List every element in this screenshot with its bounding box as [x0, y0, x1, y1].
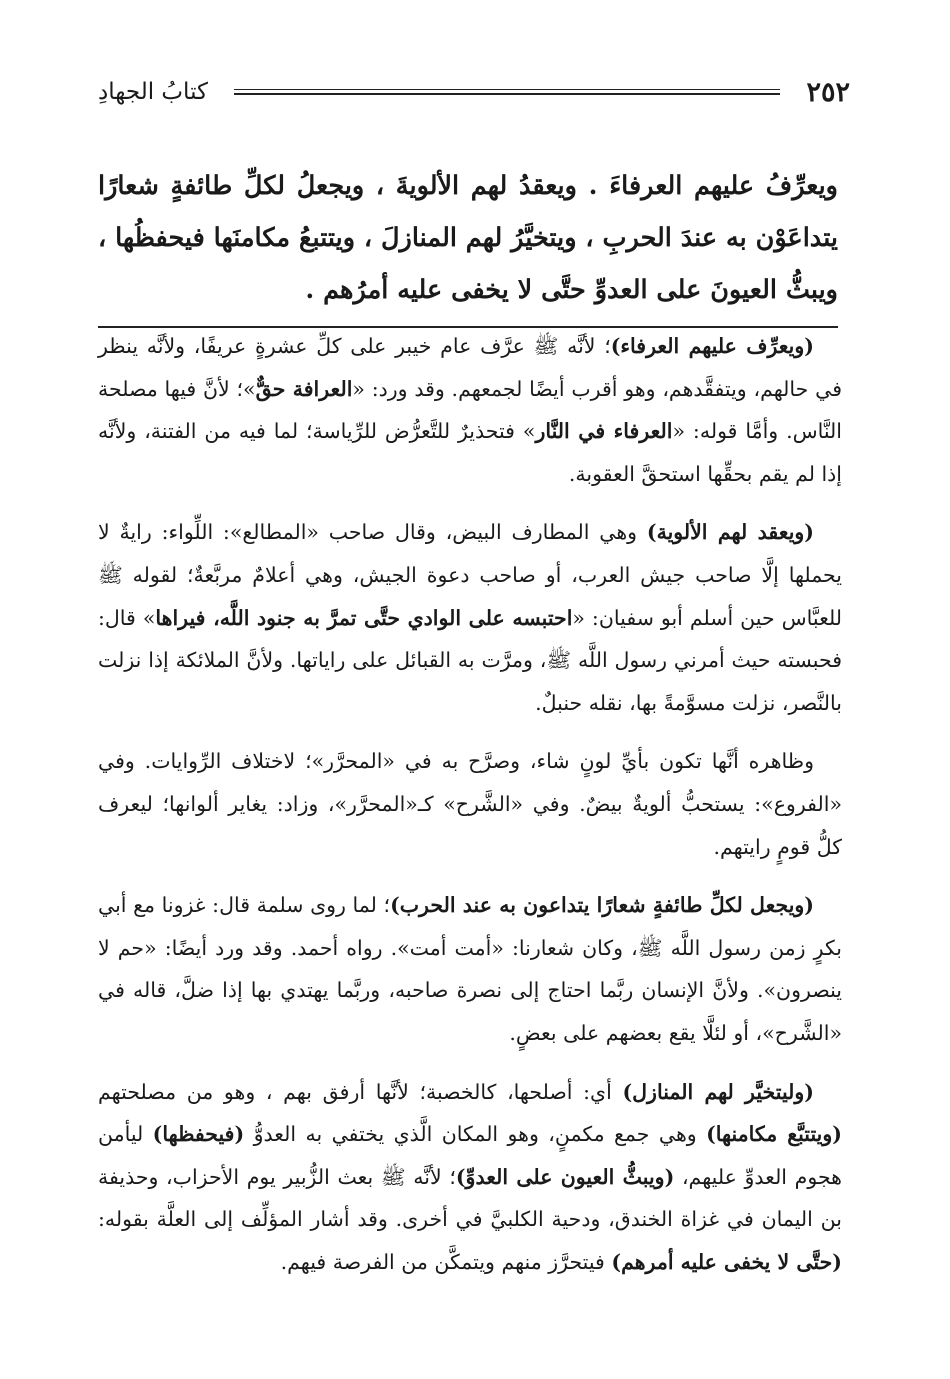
page-number: ٢٥٢ [806, 76, 850, 108]
commentary-text: » فتحذيرٌ للتَّعرُّض للرِّياسة؛ لما فيه من الفتنة، ولأنَّه إذا لم يقم بحقِّها استحقَّ العقوبة. [98, 419, 842, 486]
quoted-phrase: (ويعرِّف عليهم العرفاء) [610, 334, 814, 358]
header-rule [234, 89, 781, 95]
commentary-paragraph [98, 740, 842, 868]
commentary-paragraph [98, 511, 842, 724]
commentary-text: » قال: فحبسته حيث أمرني رسول اللَّه ﷺ، ومرَّت به القبائل على راياتها. ولأنَّ الملائكة إذا نزلت بالنَّصر، نزلت مسوَّمةً بها، نقله حنبلٌ. [98, 605, 842, 715]
commentary-paragraph [98, 884, 842, 1054]
quoted-phrase: العرفاء في النَّار [535, 419, 673, 444]
page-header [98, 72, 850, 112]
quoted-phrase: (ويعقد لهم الألوية) [646, 520, 814, 545]
commentary [98, 325, 842, 1299]
commentary-paragraph [98, 325, 842, 495]
commentary-text: وظاهره أنَّها تكون بأيِّ لونٍ شاء، وصرَّح به في «المحرَّر»؛ لاختلاف الرِّوايات. وفي «الفروع»: يستحبُّ ألويةٌ بيضٌ. وفي «الشَّرح» كـ«المحرَّر»، وزاد: يغاير ألوانها؛ ليعرف كلُّ قومٍ رايتهم. [98, 749, 842, 859]
quoted-phrase: (ويتتبَّع مكامنها) [706, 1122, 842, 1147]
quoted-phrase: (ويبثُّ العيون على العدوِّ) [455, 1164, 675, 1189]
commentary-text: ؛ لأنَّه ﷺ بعث الزُّبير يوم الأحزاب، وحذيفة بن اليمان في غزاة الخندق، ودحية الكلبيَّ في أخرى. وقد أشار المؤلِّف إلى العلَّة بقوله: [98, 1164, 842, 1232]
commentary-paragraph [98, 1071, 842, 1284]
commentary-text: فيتحرَّز منهم ويتمكَّن من الفرصة فيهم. [280, 1249, 612, 1274]
quoted-phrase: (فيحفظها) [152, 1122, 245, 1147]
main-text: ويعرِّفُ عليهم العرفاءَ . ويعقدُ لهم الألويةَ ، ويجعلُ لكلِّ طائفةٍ شعارًا يتداعَوْن به عندَ الحربِ ، ويتخيَّرُ لهم المنازلَ ، ويتتبعُ مكامنَها فيحفظُها ، ويبثُّ العيونَ على العدوِّ حتَّى لا يخفى عليه أمرُهم . [98, 160, 838, 328]
commentary-text: وهي المطارف البيض، وقال صاحب «المطالع»: اللِّواء: رايةٌ لا يحملها إلَّا صاحب جيش العرب، أو صاحب دعوة الجيش، وهي أعلامٌ مربَّعةٌ؛ لقوله ﷺ للعبَّاس حين أسلم أبو سفيان: « [98, 520, 843, 630]
commentary-text: »؛ لأنَّ فيها مصلحة النَّاس. وأمَّا قوله: « [98, 376, 843, 444]
book-title: كتابُ الجهادِ [98, 79, 208, 105]
commentary-text: أي: أصلحها، كالخصبة؛ لأنَّها أرفق بهم ، وهو من مصلحتهم [98, 1079, 623, 1104]
commentary-text: وهي جمع مكمنٍ، وهو المكان الَّذي يختفي به العدوُّ [244, 1122, 707, 1147]
commentary-text: ليأمن هجوم العدوِّ عليهم، [98, 1122, 842, 1189]
quoted-phrase: احتبسه على الوادي حتَّى تمرَّ به جنود اللَّه، فيراها [155, 605, 573, 630]
quoted-phrase: (وليتخيَّر لهم المنازل) [622, 1079, 814, 1104]
quoted-phrase: (ويجعل لكلِّ طائفةٍ شعارًا يتداعون به عند الحرب) [390, 893, 815, 918]
quoted-phrase: العرافة حقٌّ [255, 376, 353, 401]
commentary-text: ؛ لأنَّه ﷺ عرَّف عام خيبر على كلِّ عشرةٍ عريفًا، ولأنَّه ينظر في حالهم، ويتفقَّدهم، وهو أقرب أيضًا لجمعهم. وقد ورد: « [98, 334, 842, 401]
commentary-text: ؛ لما روى سلمة قال: غزونا مع أبي بكرٍ زمن رسول اللَّه ﷺ، وكان شعارنا: «أمت أمت». رواه أحمد. وقد ورد أيضًا: «حم لا ينصرون». ولأنَّ الإنسان ربَّما احتاج إلى نصرة صاحبه، وربَّما يهتدي بها إذا ضلَّ، قاله في «الشَّرح»، أو لئلَّا يقع بعضهم على بعضٍ. [98, 893, 842, 1045]
quoted-phrase: (حتَّى لا يخفى عليه أمرهم) [611, 1249, 842, 1274]
